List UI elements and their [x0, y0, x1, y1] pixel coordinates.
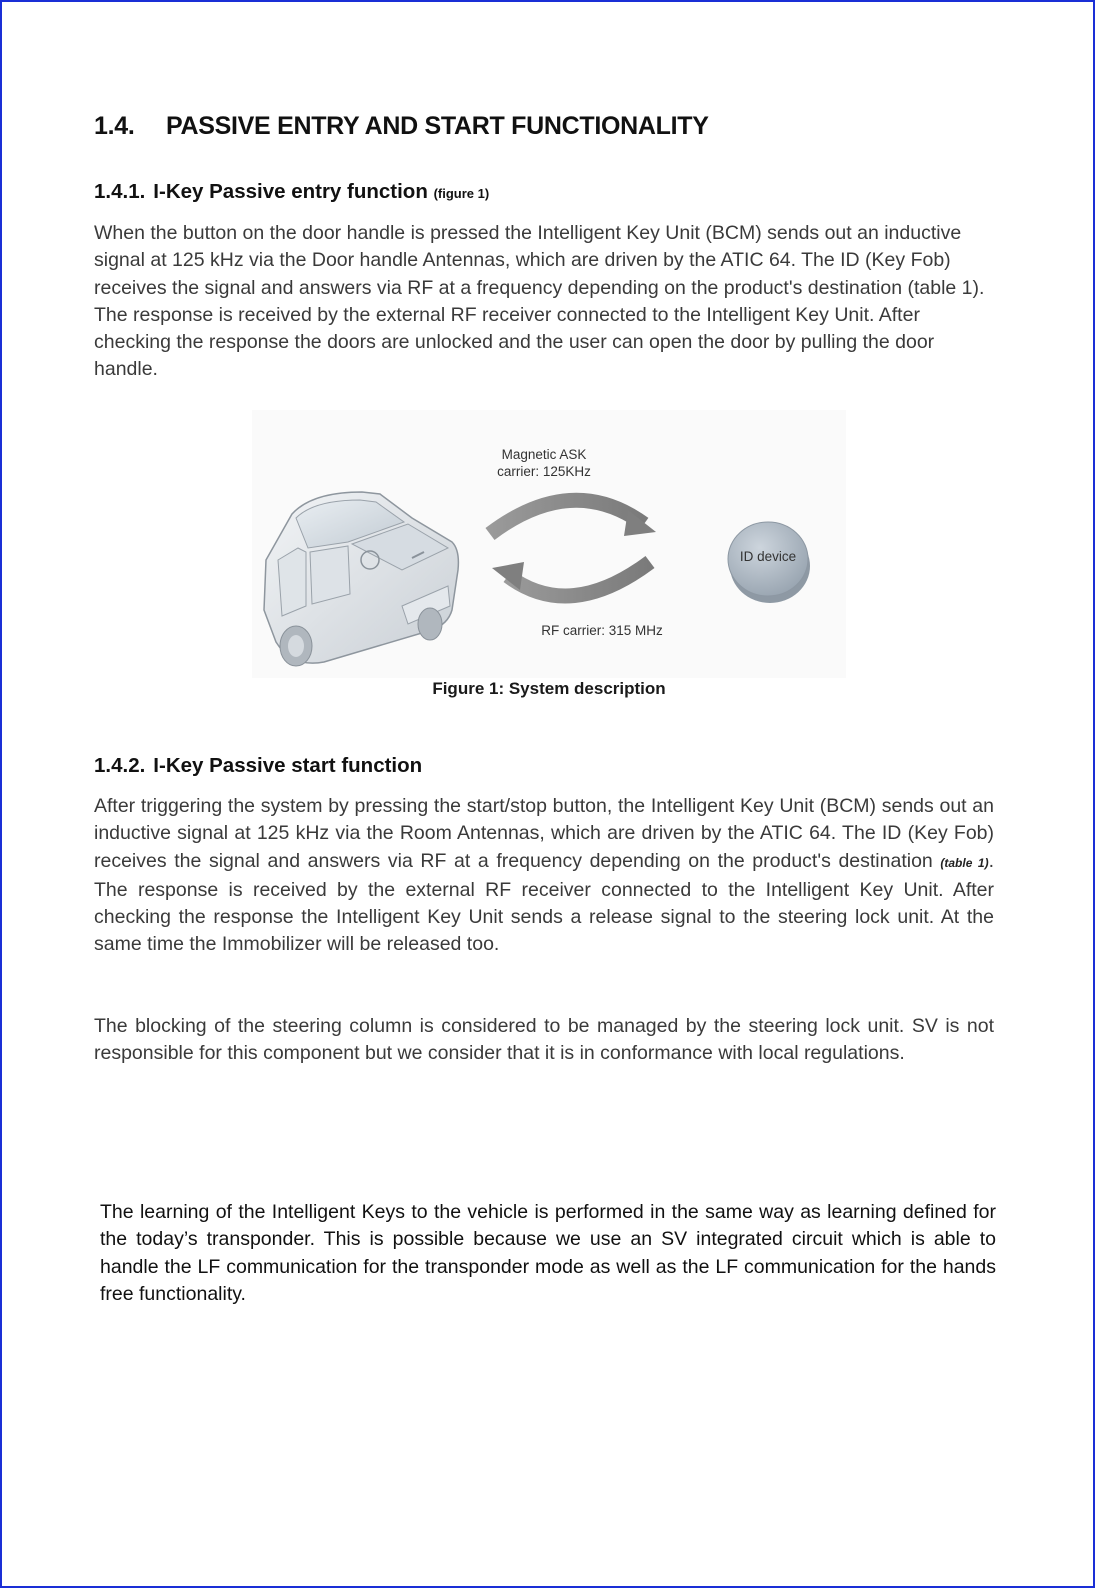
- figure-reference: (figure 1): [433, 186, 490, 201]
- subsection-title: I-Key Passive start function: [153, 754, 423, 777]
- passive-start-text-part2: . The response is received by the external RF receiver connected to the Intelligent Key Unit. After checking the response the Intelligent Key Unit sends a release signal to the steering lock unit. At the same time the Immobilizer will be released too.: [94, 849, 994, 956]
- subsection-number: 1.4.2.: [94, 754, 146, 777]
- car-illustration: [264, 492, 458, 666]
- table-reference: (table 1): [940, 855, 989, 870]
- subsection-heading-passive-entry: [94, 180, 489, 204]
- magnetic-ask-arrow: [490, 500, 656, 536]
- section-title: PASSIVE ENTRY AND START FUNCTIONALITY: [166, 112, 709, 140]
- rf-carrier-label: RF carrier: 315 MHz: [541, 623, 663, 638]
- magnetic-ask-label: [474, 446, 614, 480]
- learning-paragraph: The learning of the Intelligent Keys to the vehicle is performed in the same way as learning defined for the today’s transponder. This is possible because we use an SV integrated circuit which is able to handle the LF communication for the transponder mode as well as the LF communication for the hands free functionality.: [100, 1201, 996, 1305]
- system-description-figure: [252, 410, 846, 678]
- figure-caption: Figure 1: System description: [432, 679, 666, 698]
- section-number: 1.4.: [94, 112, 135, 140]
- section-heading: [94, 112, 709, 141]
- subsection-number: 1.4.1.: [94, 180, 146, 203]
- passive-entry-paragraph: When the button on the door handle is pressed the Intelligent Key Unit (BCM) sends out an inductive signal at 125 kHz via the Door handle Antennas, which are driven by the ATIC 64. The ID (Key Fob) receives the signal and answers via RF at a frequency depending on the product's destination (table 1). The response is received by the external RF receiver connected to the Intelligent Key Unit. After checking the response the doors are unlocked and the user can open the door by pulling the door handle.: [94, 222, 985, 381]
- magnetic-ask-label-line1: Magnetic ASK: [501, 447, 587, 462]
- id-device-label: ID device: [739, 549, 797, 564]
- subsection-heading-passive-start: [94, 754, 422, 778]
- magnetic-ask-label-line2: carrier: 125KHz: [497, 464, 591, 479]
- steering-column-paragraph: The blocking of the steering column is considered to be managed by the steering lock unit. SV is not responsible for this component but we consider that it is in conformance with local regulations.: [94, 1015, 994, 1065]
- subsection-title: I-Key Passive entry function: [153, 180, 428, 203]
- passive-start-text-part1: After triggering the system by pressing the start/stop button, the Intelligent Key Unit (BCM) sends out an inductive signal at 125 kHz via the Room Antennas, which are driven by the ATIC 64. The ID (Key Fob) receives the signal and answers via RF at a frequency depending on the product's destination: [94, 795, 994, 872]
- rf-carrier-arrow: [492, 562, 650, 596]
- passive-start-paragraph: [94, 793, 994, 959]
